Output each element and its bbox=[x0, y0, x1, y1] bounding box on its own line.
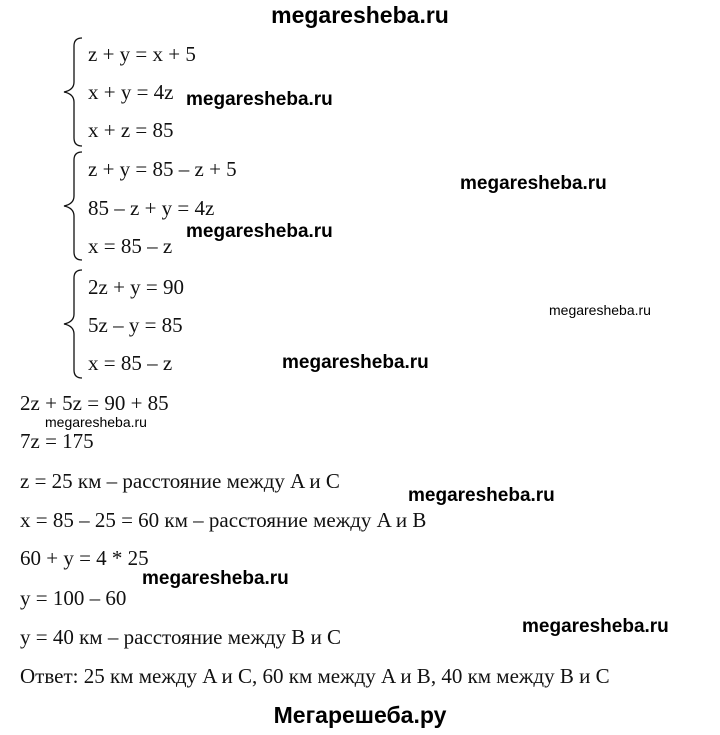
equation: z + y = 85 – z + 5 bbox=[88, 157, 237, 181]
curly-brace-icon bbox=[60, 150, 86, 262]
equation: x = 85 – z bbox=[88, 351, 173, 375]
site-watermark: megaresheba.ru bbox=[408, 485, 555, 506]
curly-brace-icon bbox=[60, 36, 86, 148]
solution-line: 2z + 5z = 90 + 85 bbox=[20, 391, 169, 415]
site-watermark-small: megaresheba.ru bbox=[45, 414, 147, 430]
site-watermark: megaresheba.ru bbox=[142, 568, 289, 589]
equation: x = 85 – z bbox=[88, 234, 173, 258]
site-watermark: megaresheba.ru bbox=[282, 352, 429, 373]
equation: z + y = x + 5 bbox=[88, 42, 196, 66]
curly-brace-icon bbox=[60, 268, 86, 380]
site-watermark-footer: Мегарешеба.ру bbox=[273, 702, 447, 728]
solution-line: z = 25 км – расстояние между A и C bbox=[20, 469, 340, 493]
equation: 85 – z + y = 4z bbox=[88, 196, 215, 220]
equation-system-2 bbox=[60, 150, 320, 262]
solution-line: x = 85 – 25 = 60 км – расстояние между A и B bbox=[20, 508, 427, 532]
equation: x + z = 85 bbox=[88, 118, 174, 142]
solution-line: 60 + y = 4 * 25 bbox=[20, 546, 149, 570]
equation: 5z – y = 85 bbox=[88, 313, 183, 337]
site-watermark: megaresheba.ru bbox=[522, 616, 669, 637]
site-watermark-header: megaresheba.ru bbox=[271, 2, 449, 28]
solution-line: y = 40 км – расстояние между B и C bbox=[20, 625, 342, 649]
equation-system-3 bbox=[60, 268, 320, 380]
site-watermark: megaresheba.ru bbox=[186, 221, 333, 242]
solution-line: y = 100 – 60 bbox=[20, 586, 127, 610]
site-watermark: megaresheba.ru bbox=[186, 89, 333, 110]
equation: x + y = 4z bbox=[88, 80, 174, 104]
answer-line: Ответ: 25 км между A и C, 60 км между A и B, 40 км между B и C bbox=[20, 664, 610, 688]
site-watermark: megaresheba.ru bbox=[460, 173, 607, 194]
equation: 2z + y = 90 bbox=[88, 275, 185, 299]
solution-line: 7z = 175 bbox=[20, 429, 94, 453]
site-watermark-small: megaresheba.ru bbox=[549, 302, 651, 318]
